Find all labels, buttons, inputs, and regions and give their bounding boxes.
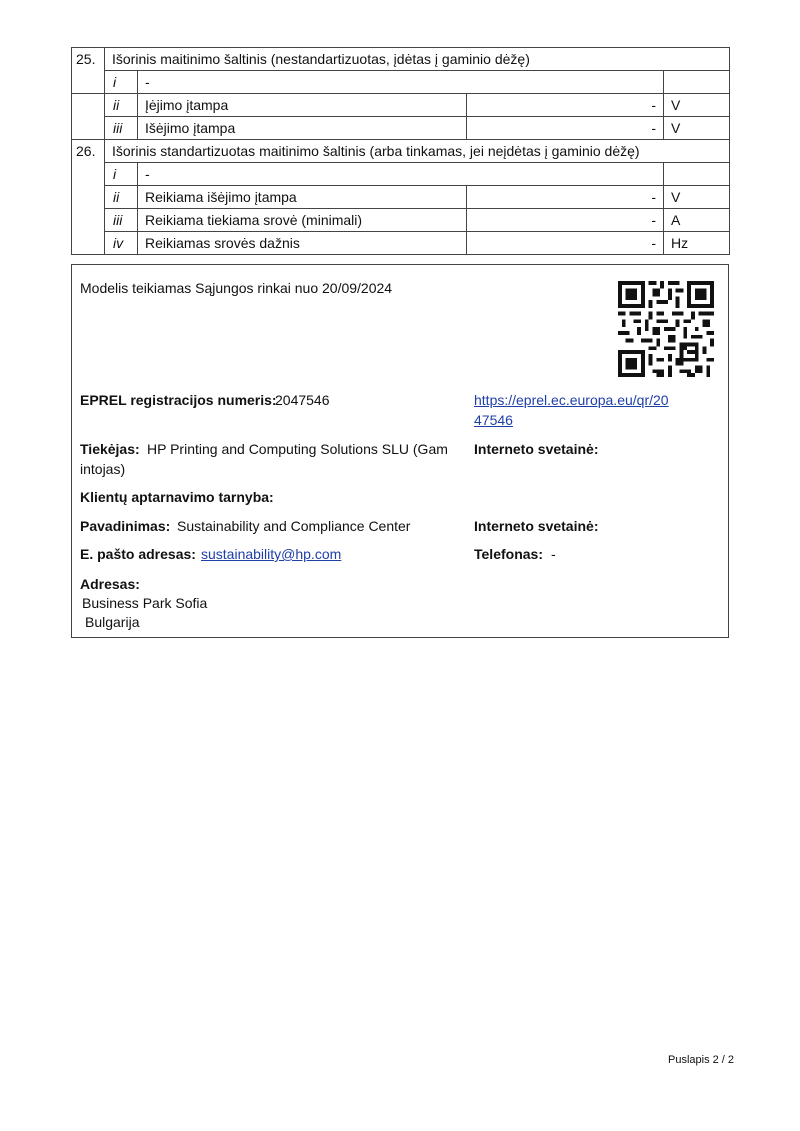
row-label: Išėjimo įtampa [138,117,467,140]
table-row [72,186,730,209]
qr-code-icon[interactable] [618,281,714,377]
row-number: 26. [72,140,105,163]
row-unit: V [664,94,730,117]
address-label: Adresas: [80,576,140,592]
email-label: E. pašto adresas: [80,546,196,562]
row-sub-index: i [105,163,138,186]
row-heading: Išorinis standartizuotas maitinimo šaltinis (arba tinkamas, jei neįdėtas į gaminio dėžę) [105,140,730,163]
table-row [72,117,730,140]
supplier-label: Tiekėjas: [80,441,140,457]
row-value: - [467,209,664,232]
row-unit: V [664,186,730,209]
table-row [72,209,730,232]
row-label: - [138,71,664,94]
row-label: Reikiamas srovės dažnis [138,232,467,255]
row-label: - [138,163,664,186]
row-unit: V [664,117,730,140]
row-number: 25. [72,48,105,71]
spec-table [71,47,730,255]
supplier-name: HP Printing and Computing Solutions SLU (Gam [147,441,448,457]
eprel-number: 2047546 [275,392,330,408]
supplier-name-continued: intojas) [80,461,126,477]
row-unit [664,163,730,186]
row-value: - [467,232,664,255]
name-value: Sustainability and Compliance Center [177,518,411,534]
website-label-2: Interneto svetainė: [474,518,599,534]
row-value: - [467,186,664,209]
supplier-info-box [71,264,729,638]
row-label: Įėjimo įtampa [138,94,467,117]
row-sub-index: ii [105,186,138,209]
customer-service-label: Klientų aptarnavimo tarnyba: [80,489,274,505]
row-heading: Išorinis maitinimo šaltinis (nestandartizuotas, įdėtas į gaminio dėžę) [105,48,730,71]
row-sub-index: iv [105,232,138,255]
row-sub-index: i [105,71,138,94]
phone-label: Telefonas: [474,546,543,562]
website-label: Interneto svetainė: [474,441,599,457]
eprel-label: EPREL registracijos numeris: [80,392,277,408]
table-row [72,163,730,186]
table-row [72,140,730,163]
row-sub-index: iii [105,209,138,232]
row-unit [664,71,730,94]
row-label: Reikiama išėjimo įtampa [138,186,467,209]
page-number: Puslapis 2 / 2 [668,1054,735,1066]
table-row [72,48,730,71]
eprel-link[interactable]: https://eprel.ec.europa.eu/qr/20 [474,392,669,408]
address-line-1: Business Park Sofia [82,595,208,611]
table-row [72,232,730,255]
model-availability-date: Modelis teikiamas Sąjungos rinkai nuo 20/09/2024 [80,280,393,296]
address-line-2: Bulgarija [85,614,140,630]
row-value: - [467,94,664,117]
eprel-link-continued[interactable]: 47546 [474,412,513,428]
row-value: - [467,117,664,140]
name-label: Pavadinimas: [80,518,171,534]
row-sub-index: ii [105,94,138,117]
email-link[interactable]: sustainability@hp.com [201,546,342,562]
table-row [72,71,730,94]
row-unit: A [664,209,730,232]
row-unit: Hz [664,232,730,255]
table-row [72,94,730,117]
row-sub-index: iii [105,117,138,140]
phone-value: - [551,546,556,562]
row-label: Reikiama tiekiama srovė (minimali) [138,209,467,232]
